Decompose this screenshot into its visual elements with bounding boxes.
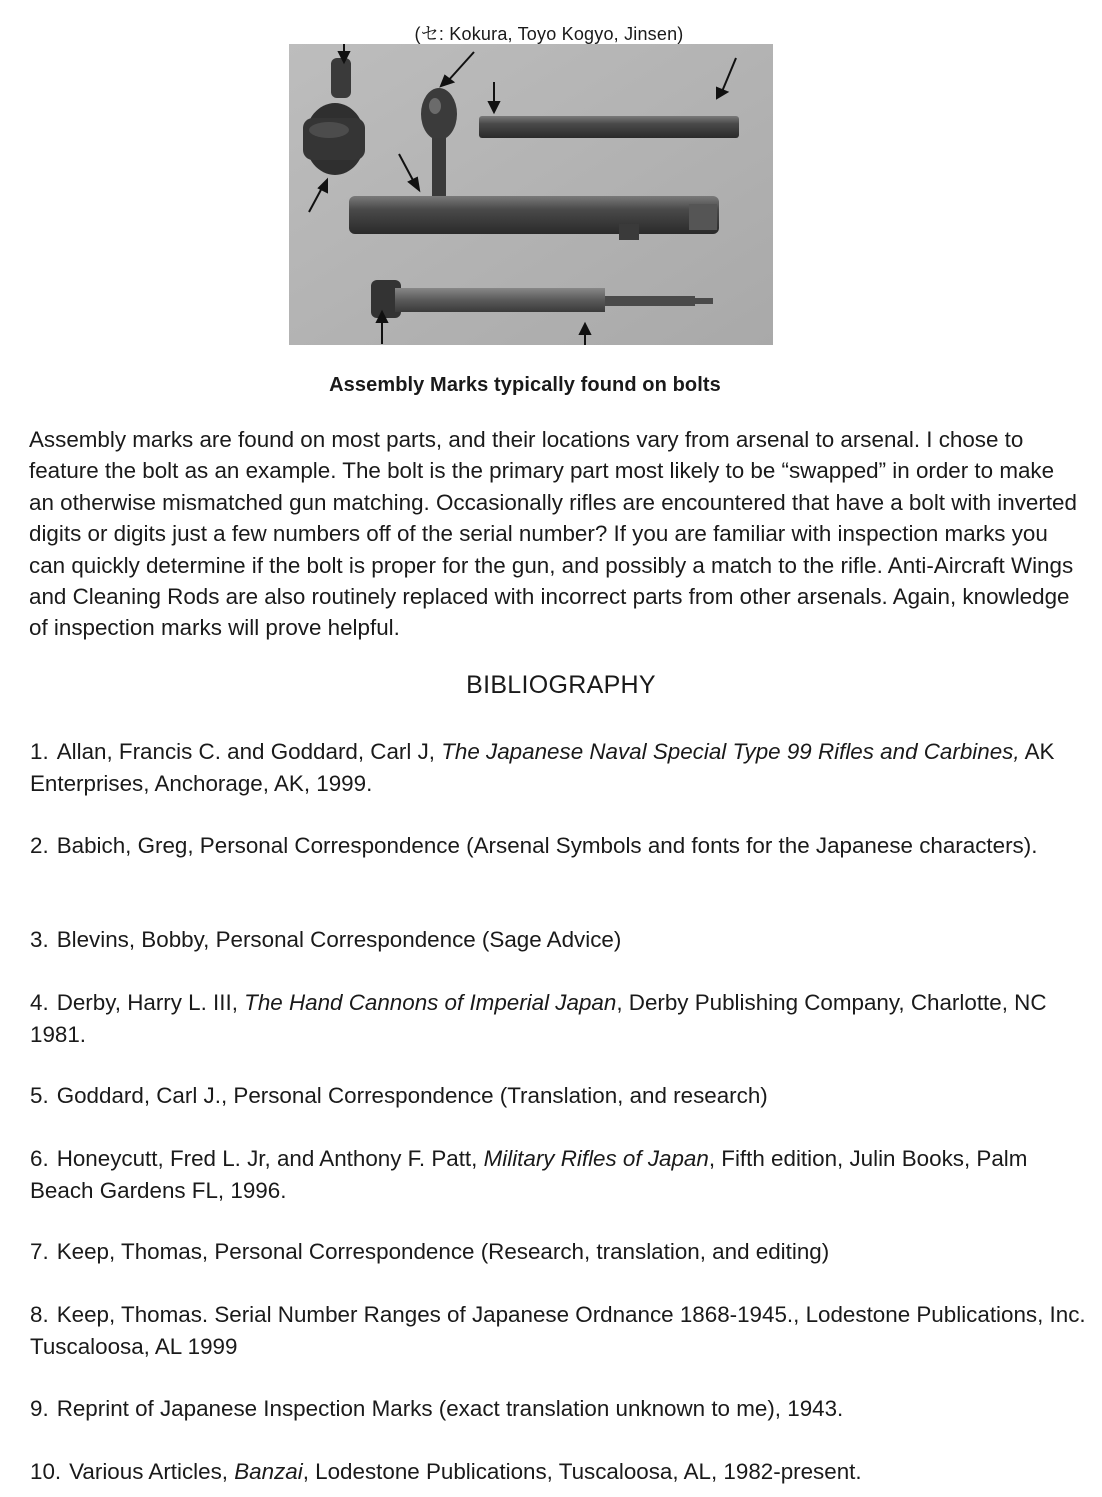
bibliography-entry — [30, 1143, 1090, 1207]
entry-text: Various Articles, — [69, 1459, 235, 1484]
entry-title: Banzai — [234, 1459, 303, 1484]
entry-number: 2. — [30, 833, 49, 858]
entry-publisher: AK Enterprises, Anchorage, AK, 1999. — [30, 739, 1055, 796]
entry-title: The Japanese Naval Special Type 99 Rifles and Carbines, — [441, 739, 1020, 764]
bolt-photo — [289, 44, 773, 345]
figure-caption: Assembly Marks typically found on bolts — [329, 374, 721, 396]
entry-number: 1. — [30, 739, 49, 764]
bibliography-entry — [30, 830, 1090, 862]
bolt-body-part — [349, 196, 719, 240]
entry-text: Allan, Francis C. and Goddard, Carl J, — [56, 739, 442, 764]
entry-text: Blevins, Bobby, Personal Correspondence (Sage Advice) — [56, 927, 622, 952]
bibliography-entry — [30, 987, 1090, 1051]
entry-publisher: , Lodestone Publications, Tuscaloosa, AL, 1982-present. — [302, 1459, 862, 1484]
entry-number: 4. — [30, 990, 49, 1015]
entry-text: Honeycutt, Fred L. Jr, and Anthony F. Patt, — [56, 1146, 484, 1171]
bibliography-entry — [30, 1393, 1090, 1425]
entry-title: The Hand Cannons of Imperial Japan — [244, 990, 617, 1015]
entry-number: 6. — [30, 1146, 49, 1171]
entry-text: Goddard, Carl J., Personal Correspondence (Translation, and research) — [56, 1083, 768, 1108]
entry-title: Military Rifles of Japan — [483, 1146, 709, 1171]
entry-text: Keep, Thomas. Serial Number Ranges of Japanese Ordnance 1868-1945., Lodestone Publications, Inc. Tuscaloosa, AL 1999 — [30, 1302, 1086, 1359]
figure-top-caption: (セ: Kokura, Toyo Kogyo, Jinsen) — [414, 24, 684, 44]
bibliography-entry — [30, 1236, 1090, 1268]
entry-number: 8. — [30, 1302, 49, 1327]
entry-text: Derby, Harry L. III, — [56, 990, 245, 1015]
bibliography-entry — [30, 924, 1090, 956]
bibliography-entry — [30, 1299, 1090, 1363]
entry-number: 7. — [30, 1239, 49, 1264]
entry-number: 9. — [30, 1396, 49, 1421]
entry-publisher: , Derby Publishing Company, Charlotte, NC 1981. — [30, 990, 1047, 1047]
bibliography-entry — [30, 1080, 1090, 1112]
entry-number: 3. — [30, 927, 49, 952]
bibliography-entry — [30, 1456, 1090, 1488]
entry-number: 5. — [30, 1083, 49, 1108]
bolt-parts-illustration — [289, 44, 773, 345]
entry-publisher: , Fifth edition, Julin Books, Palm Beach Gardens FL, 1996. — [30, 1146, 1028, 1203]
extractor-part — [479, 116, 739, 138]
entry-text: Keep, Thomas, Personal Correspondence (Research, translation, and editing) — [56, 1239, 830, 1264]
entry-text: Babich, Greg, Personal Correspondence (Arsenal Symbols and fonts for the Japanese characters). — [56, 833, 1038, 858]
body-paragraph: Assembly marks are found on most parts, and their locations vary from arsenal to arsenal. I chose to feature the bolt as an example. The bolt is the primary part most likely to be “swapped” in order to make an otherwise mismatched gun matching. Occasionally rifles are encountered that have a bolt with inverted digits or digits just a few numbers off of the serial number? If you are familiar with inspection marks you can quickly determine if the bolt is proper for the gun, and possibly a match to the rifle. Anti-Aircraft Wings and Cleaning Rods are also routinely replaced with incorrect parts from other arsenals. Again, knowledge of inspection marks will prove helpful. — [29, 427, 1077, 641]
entry-text: Reprint of Japanese Inspection Marks (exact translation unknown to me), 1943. — [56, 1396, 844, 1421]
bibliography-entry — [30, 736, 1090, 800]
entry-number: 10. — [30, 1459, 62, 1484]
bibliography-heading: BIBLIOGRAPHY — [466, 671, 656, 699]
